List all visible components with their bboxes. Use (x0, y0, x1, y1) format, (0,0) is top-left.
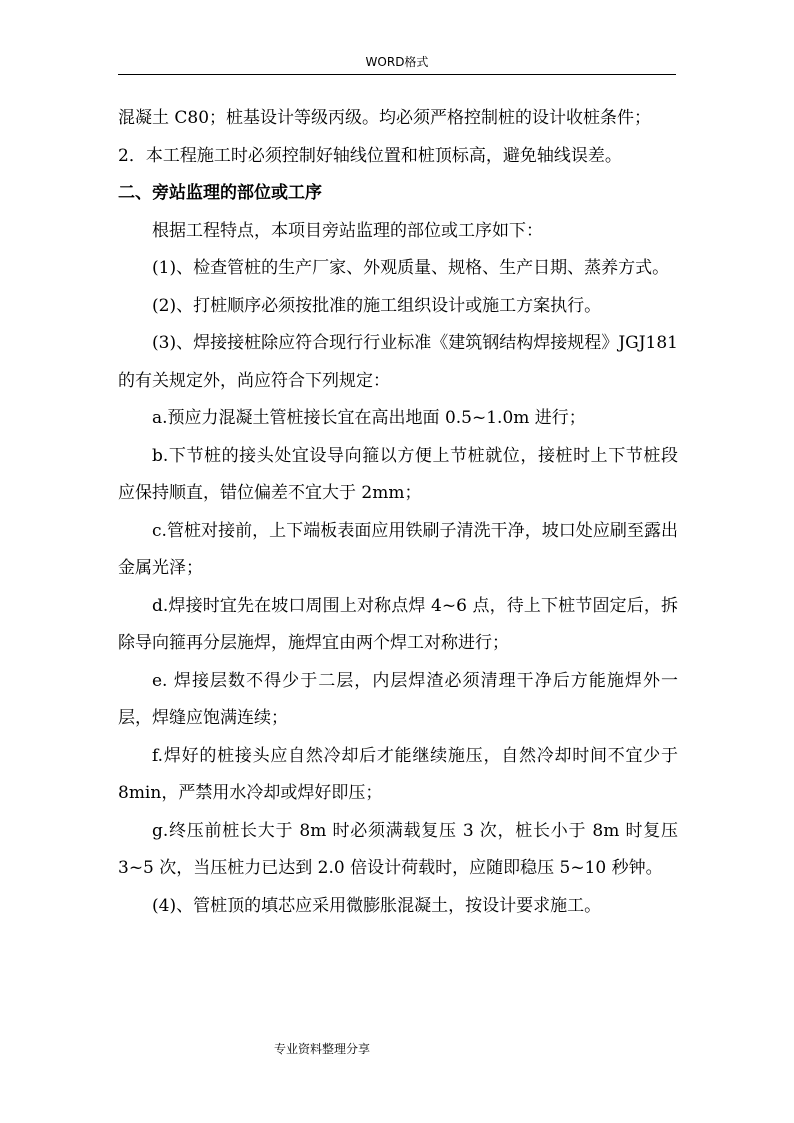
paragraph-item-g: g.终压前桩长大于 8m 时必须满载复压 3 次，桩长小于 8m 时复压 3~5 次，当压桩力已达到 2.0 倍设计荷载时，应随即稳压 5~10 秒钟。 (118, 820, 678, 878)
page-header: WORD格式 (118, 54, 676, 75)
paragraph-item-d: d.焊接时宜先在坡口周围上对称点焊 4~6 点，待上下桩节固定后，拆除导向箍再分层施焊，施焊宜由两个焊工对称进行； (118, 595, 678, 653)
paragraph-continuation: 混凝土 C80；桩基设计等级丙级。均必须严格控制桩的设计收桩条件； (118, 108, 652, 128)
paragraph-item-2b: (2)、打桩顺序必须按批准的施工组织设计或施工方案执行。 (152, 295, 602, 316)
paragraph-item-2: 2．本工程施工时必须控制好轴线位置和桩顶标高，避免轴线误差。 (118, 145, 622, 166)
paragraph-intro: 根据工程特点，本项目旁站监理的部位或工序如下： (152, 220, 543, 241)
paragraph-item-c: c.管桩对接前，上下端板表面应用铁刷子清洗干净，坡口处应刷至露出金属光泽； (118, 520, 678, 578)
paragraph-item-4: (4)、管桩顶的填芯应采用微膨胀混凝土，按设计要求施工。 (152, 895, 602, 916)
paragraph-item-f: f.焊好的桩接头应自然冷却后才能继续施压，自然冷却时间不宜少于 8min，严禁用水冷却或焊好即压； (118, 745, 678, 803)
section-heading: 二、旁站监理的部位或工序 (118, 183, 322, 203)
paragraph-item-b: b.下节桩的接头处宜设导向箍以方便上节桩就位，接桩时上下节桩段应保持顺直，错位偏差不宜大于 2mm； (118, 445, 678, 503)
paragraph-item-e: e. 焊接层数不得少于二层，内层焊渣必须清理干净后方能施焊外一层，焊缝应饱满连续； (118, 670, 678, 728)
document-body (118, 100, 678, 925)
page-footer: 专业资料整理分享 (274, 1042, 371, 1056)
paragraph-item-a: a.预应力混凝土管桩接长宜在高出地面 0.5~1.0m 进行； (152, 408, 586, 428)
paragraph-item-3: (3)、焊接接桩除应符合现行行业标准《建筑钢结构焊接规程》JGJ181 的有关规定外，尚应符合下列规定： (118, 333, 678, 391)
paragraph-item-1: (1)、检查管桩的生产厂家、外观质量、规格、生产日期、蒸养方式。 (152, 258, 670, 278)
